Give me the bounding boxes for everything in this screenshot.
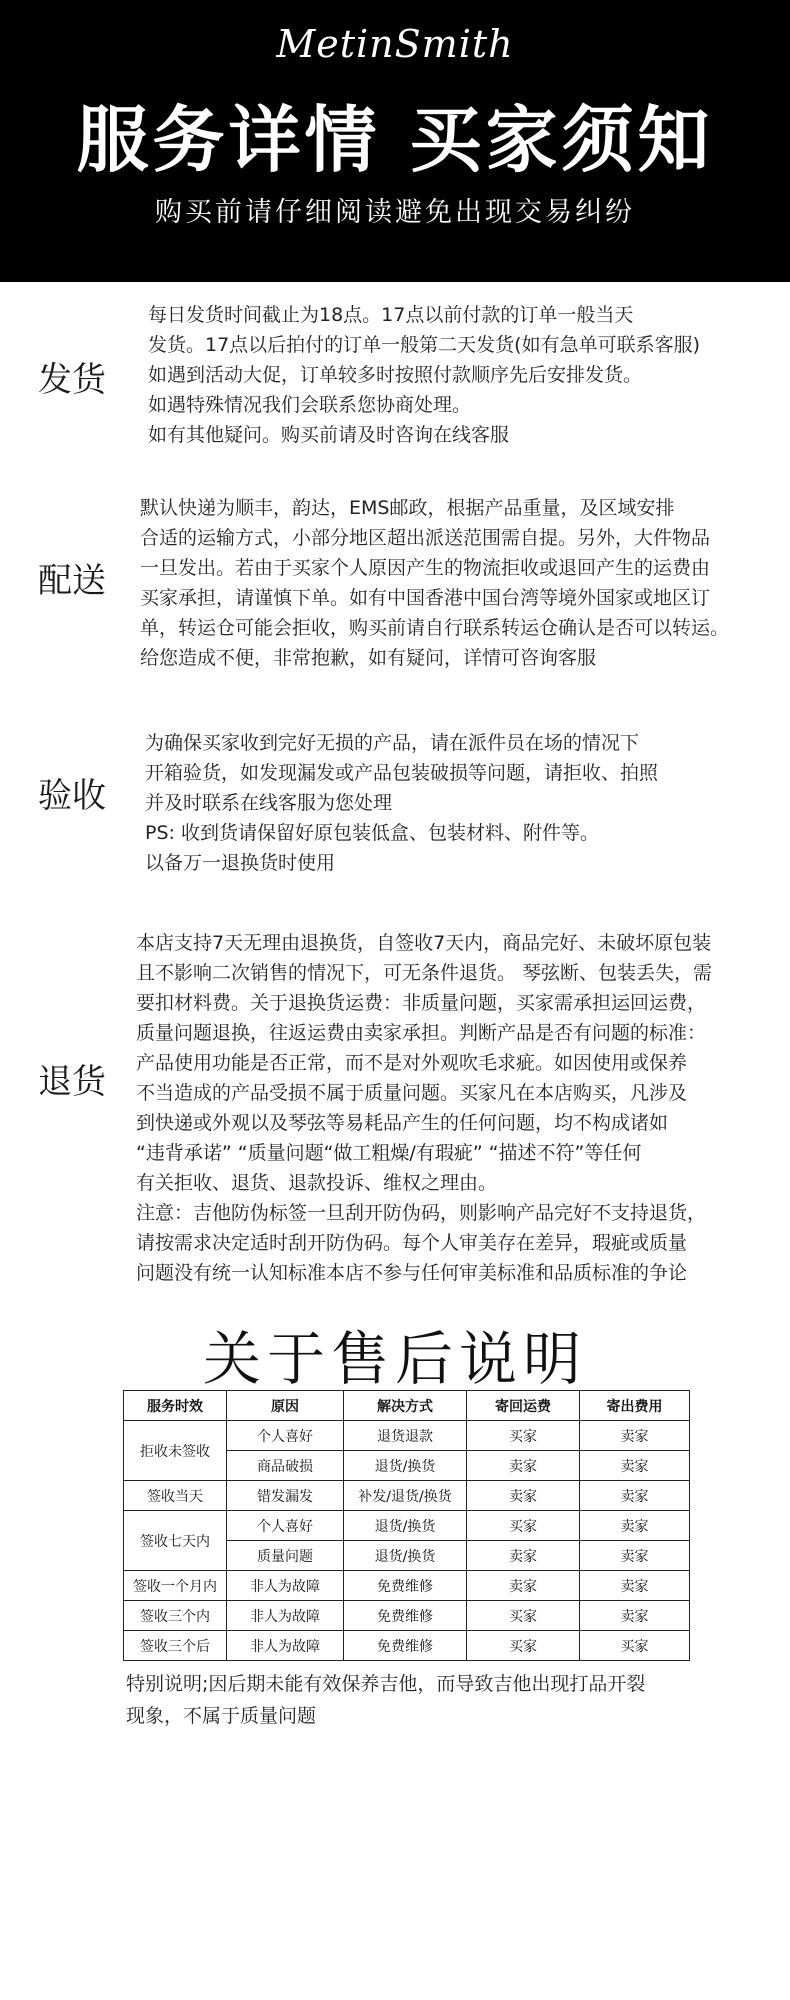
return-shipping-cell: 卖家 — [467, 1541, 580, 1571]
solution-cell: 退货/换货 — [344, 1541, 467, 1571]
table-row — [124, 1631, 690, 1661]
header-banner — [0, 0, 790, 282]
section-label-delivery: 配送 — [38, 561, 106, 601]
return-shipping-cell: 卖家 — [467, 1451, 580, 1481]
inspection-text-line: 以备万一退换货时使用 — [145, 852, 336, 874]
returns-text-line: 要扣材料费。关于退换货运费：非质量问题，买家需承担运回运费， — [136, 992, 707, 1014]
returns-text-line: 本店支持7天无理由退换货，自签收7天内，商品完好、未破坏原包装 — [136, 932, 712, 954]
outgoing-shipping-cell: 卖家 — [580, 1601, 690, 1631]
table-row — [124, 1601, 690, 1631]
outgoing-shipping-cell: 卖家 — [580, 1571, 690, 1601]
returns-text-line: 产品使用功能是否正常，而不是对外观吹毛求疵。如因使用或保养 — [136, 1052, 688, 1074]
special-note — [126, 1668, 776, 1732]
shipping-text-line: 如遇到活动大促，订单较多时按照付款顺序先后安排发货。 — [148, 364, 643, 386]
shipping-text-line: 如有其他疑问。购买前请及时咨询在线客服 — [148, 424, 510, 446]
returns-lines — [136, 928, 776, 1288]
return-shipping-cell: 卖家 — [467, 1571, 580, 1601]
period-cell: 拒收未签收 — [124, 1421, 227, 1481]
solution-cell: 免费维修 — [344, 1571, 467, 1601]
delivery-text-line: 合适的运输方式，小部分地区超出派送范围需自提。另外，大件物品 — [140, 527, 711, 549]
delivery-text-line: 默认快递为顺丰，韵达，EMS邮政，根据产品重量，及区域安排 — [140, 497, 675, 519]
delivery-lines — [140, 493, 780, 673]
outgoing-shipping-cell: 买家 — [580, 1631, 690, 1661]
delivery-section — [0, 493, 790, 683]
inspection-text-line: 并及时联系在线客服为您处理 — [145, 792, 393, 814]
outgoing-shipping-cell: 卖家 — [580, 1451, 690, 1481]
delivery-text-line: 一旦发出。若由于买家个人原因产生的物流拒收或退回产生的运费由 — [140, 557, 711, 579]
header-outgoing-shipping: 寄出费用 — [580, 1391, 690, 1421]
header-solution: 解决方式 — [344, 1391, 467, 1421]
table-body — [124, 1421, 690, 1661]
return-shipping-cell: 买家 — [467, 1631, 580, 1661]
returns-text-line: 请按需求决定适时刮开防伪码。每个人审美存在差异，瑕疵或质量 — [136, 1232, 688, 1254]
return-shipping-cell: 买家 — [467, 1421, 580, 1451]
aftersale-title: 关于售后说明 — [202, 1325, 587, 1393]
delivery-text-line: 买家承担，请谨慎下单。如有中国香港中国台湾等境外国家或地区订 — [140, 587, 711, 609]
solution-cell: 退货/换货 — [344, 1511, 467, 1541]
reason-cell: 非人为故障 — [227, 1601, 344, 1631]
section-label-inspection: 验收 — [38, 776, 106, 816]
special-note-line: 特别说明;因后期未能有效保养吉他，而导致吉他出现打品开裂 — [126, 1673, 646, 1695]
inspection-text-line: 为确保买家收到完好无损的产品，请在派件员在场的情况下 — [145, 732, 640, 754]
table-row — [124, 1511, 690, 1541]
outgoing-shipping-cell: 卖家 — [580, 1541, 690, 1571]
shipping-text-line: 发货。17点以后拍付的订单一般第二天发货(如有急单可联系客服) — [148, 334, 701, 356]
returns-text-line: 有关拒收、退货、退款投诉、维权之理由。 — [136, 1172, 498, 1194]
inspection-section — [0, 728, 790, 888]
aftersale-table — [123, 1390, 690, 1661]
reason-cell: 非人为故障 — [227, 1631, 344, 1661]
inspection-lines — [145, 728, 785, 878]
aftersale-table-wrap — [123, 1390, 690, 1661]
delivery-text-line: 给您造成不便，非常抱歉，如有疑问，详情可咨询客服 — [140, 647, 597, 669]
returns-text-line: 质量问题退换，往返运费由卖家承担。判断产品是否有问题的标准： — [136, 1022, 707, 1044]
period-cell: 签收三个内 — [124, 1601, 227, 1631]
solution-cell: 退货退款 — [344, 1421, 467, 1451]
period-cell: 签收当天 — [124, 1481, 227, 1511]
solution-cell: 补发/退货/换货 — [344, 1481, 467, 1511]
returns-text-line: 问题没有统一认知标准本店不参与任何审美标准和品质标准的争论 — [136, 1262, 688, 1284]
reason-cell: 商品破损 — [227, 1451, 344, 1481]
shipping-text-line: 每日发货时间截止为18点。17点以前付款的订单一般当天 — [148, 304, 634, 326]
inspection-text-line: PS: 收到货请保留好原包装低盒、包装材料、附件等。 — [145, 822, 599, 844]
header-reason: 原因 — [227, 1391, 344, 1421]
section-label-shipping: 发货 — [38, 360, 106, 400]
table-row — [124, 1421, 690, 1451]
returns-text-line: “违背承诺” “质量问题“做工粗燥/有瑕疵” “描述不符”等任何 — [136, 1142, 642, 1164]
shipping-section — [0, 300, 790, 460]
reason-cell: 非人为故障 — [227, 1571, 344, 1601]
section-label-returns: 退货 — [38, 1062, 106, 1102]
return-shipping-cell: 买家 — [467, 1511, 580, 1541]
returns-text-line: 到快递或外观以及琴弦等易耗品产生的任何问题，均不构成诸如 — [136, 1112, 669, 1134]
returns-section — [0, 928, 790, 1298]
reason-cell: 个人喜好 — [227, 1511, 344, 1541]
table-row — [124, 1571, 690, 1601]
shipping-text-line: 如遇特殊情况我们会联系您协商处理。 — [148, 394, 472, 416]
period-cell: 签收七天内 — [124, 1511, 227, 1571]
solution-cell: 免费维修 — [344, 1631, 467, 1661]
header-return-shipping: 寄回运费 — [467, 1391, 580, 1421]
table-row — [124, 1481, 690, 1511]
reason-cell: 质量问题 — [227, 1541, 344, 1571]
return-shipping-cell: 买家 — [467, 1601, 580, 1631]
delivery-text-line: 单，转运仓可能会拒收，购买前请自行联系转运仓确认是否可以转运。 — [140, 617, 730, 639]
solution-cell: 退货/换货 — [344, 1451, 467, 1481]
brand-logo: MetinSmith — [276, 22, 514, 66]
table-header-row — [124, 1391, 690, 1421]
special-note-line: 现象，不属于质量问题 — [126, 1705, 317, 1727]
solution-cell: 免费维修 — [344, 1601, 467, 1631]
reason-cell: 错发漏发 — [227, 1481, 344, 1511]
page-subtitle: 购买前请仔细阅读避免出现交易纠纷 — [155, 197, 635, 228]
outgoing-shipping-cell: 卖家 — [580, 1481, 690, 1511]
shipping-lines — [148, 300, 788, 450]
outgoing-shipping-cell: 卖家 — [580, 1511, 690, 1541]
returns-text-line: 且不影响二次销售的情况下，可无条件退货。 琴弦断、包装丢失，需 — [136, 962, 713, 984]
reason-cell: 个人喜好 — [227, 1421, 344, 1451]
period-cell: 签收一个月内 — [124, 1571, 227, 1601]
page-title: 服务详情 买家须知 — [76, 98, 714, 182]
returns-text-line: 注意：吉他防伪标签一旦刮开防伪码，则影响产品完好不支持退货， — [136, 1202, 707, 1224]
header-period: 服务时效 — [124, 1391, 227, 1421]
inspection-text-line: 开箱验货，如发现漏发或产品包装破损等问题，请拒收、拍照 — [145, 762, 659, 784]
outgoing-shipping-cell: 卖家 — [580, 1421, 690, 1451]
returns-text-line: 不当造成的产品受损不属于质量问题。买家凡在本店购买，凡涉及 — [136, 1082, 688, 1104]
period-cell: 签收三个后 — [124, 1631, 227, 1661]
return-shipping-cell: 卖家 — [467, 1481, 580, 1511]
